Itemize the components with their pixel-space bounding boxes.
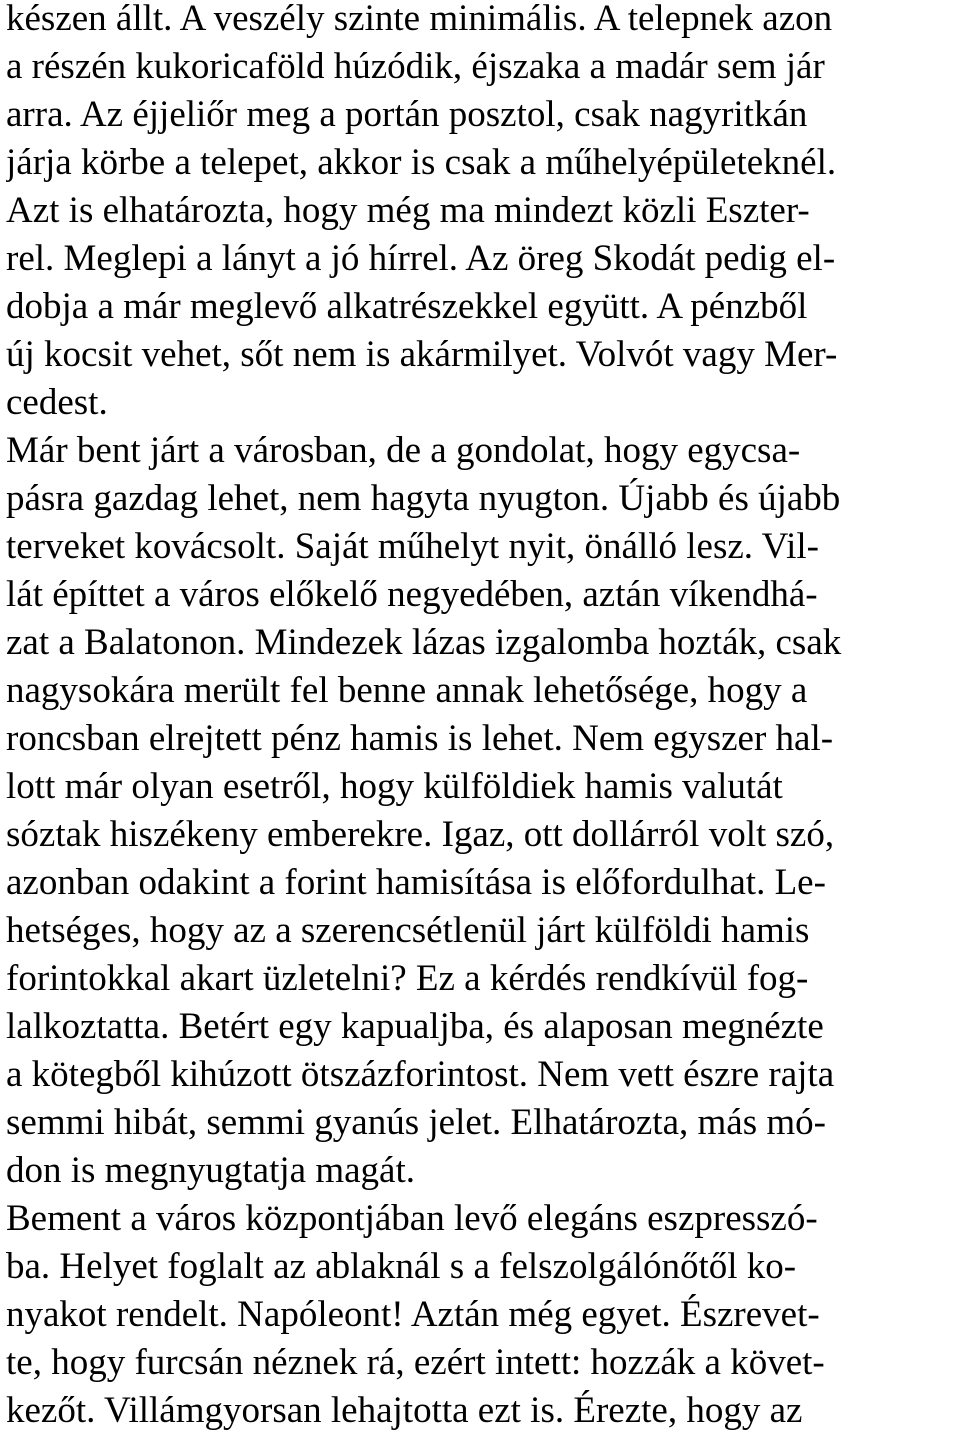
text-line: készen állt. A veszély szinte minimális. A telepnek azon (6, 0, 833, 39)
text-line: lát építtet a város előkelő negyedében, aztán víkendhá- (6, 574, 818, 615)
text-line: ba. Helyet foglalt az ablaknál s a felszolgálónőtől ko- (6, 1246, 797, 1287)
text-line: hetséges, hogy az a szerencsétlenül járt külföldi hamis (6, 910, 810, 951)
text-line: don is megnyugtatja magát. (6, 1150, 415, 1191)
text-line: járja körbe a telepet, akkor is csak a műhelyépületeknél. (6, 142, 837, 183)
text-line: azonban odakint a forint hamisítása is előfordulhat. Le- (6, 862, 826, 903)
text-line: arra. Az éjjeliőr meg a portán posztol, csak nagyritkán (6, 94, 808, 135)
text-line: forintokkal akart üzletelni? Ez a kérdés rendkívül fog- (6, 958, 809, 999)
text-line: Bement a város központjában levő elegáns eszpresszó- (6, 1198, 818, 1239)
text-line: terveket kovácsolt. Saját műhelyt nyit, önálló lesz. Vil- (6, 526, 819, 567)
text-line: pásra gazdag lehet, nem hagyta nyugton. Újabb és újabb (6, 478, 841, 519)
text-line: nyakot rendelt. Napóleont! Aztán még egyet. Észrevet- (6, 1294, 820, 1335)
text-line: nagysokára merült fel benne annak lehetősége, hogy a (6, 670, 808, 711)
text-line: lalkoztatta. Betért egy kapualjba, és alaposan megnézte (6, 1006, 824, 1047)
text-line: cedest. (6, 382, 108, 423)
text-line: Már bent járt a városban, de a gondolat, hogy egycsa- (6, 430, 801, 471)
text-line: lott már olyan esetről, hogy külföldiek hamis valutát (6, 766, 783, 807)
document-page (6, 0, 956, 1450)
text-line: zat a Balatonon. Mindezek lázas izgalomba hozták, csak (6, 622, 842, 663)
text-line: új kocsit vehet, sőt nem is akármilyet. Volvót vagy Mer- (6, 334, 838, 375)
text-line: te, hogy furcsán néznek rá, ezért intett: hozzák a követ- (6, 1342, 825, 1383)
text-line: kezőt. Villámgyorsan lehajtotta ezt is. Érezte, hogy az (6, 1390, 803, 1431)
text-line: dobja a már meglevő alkatrészekkel együtt. A pénzből (6, 286, 808, 327)
text-line: a részén kukoricaföld húzódik, éjszaka a madár sem jár (6, 46, 825, 87)
text-line: roncsban elrejtett pénz hamis is lehet. Nem egyszer hal- (6, 718, 834, 759)
text-line: semmi hibát, semmi gyanús jelet. Elhatározta, más mó- (6, 1102, 826, 1143)
text-line: rel. Meglepi a lányt a jó hírrel. Az öreg Skodát pedig el- (6, 238, 836, 279)
text-line: sóztak hiszékeny emberekre. Igaz, ott dollárról volt szó, (6, 814, 835, 855)
text-line: Azt is elhatározta, hogy még ma mindezt közli Eszter- (6, 190, 810, 231)
text-line: a kötegből kihúzott ötszázforintost. Nem vett észre rajta (6, 1054, 835, 1095)
